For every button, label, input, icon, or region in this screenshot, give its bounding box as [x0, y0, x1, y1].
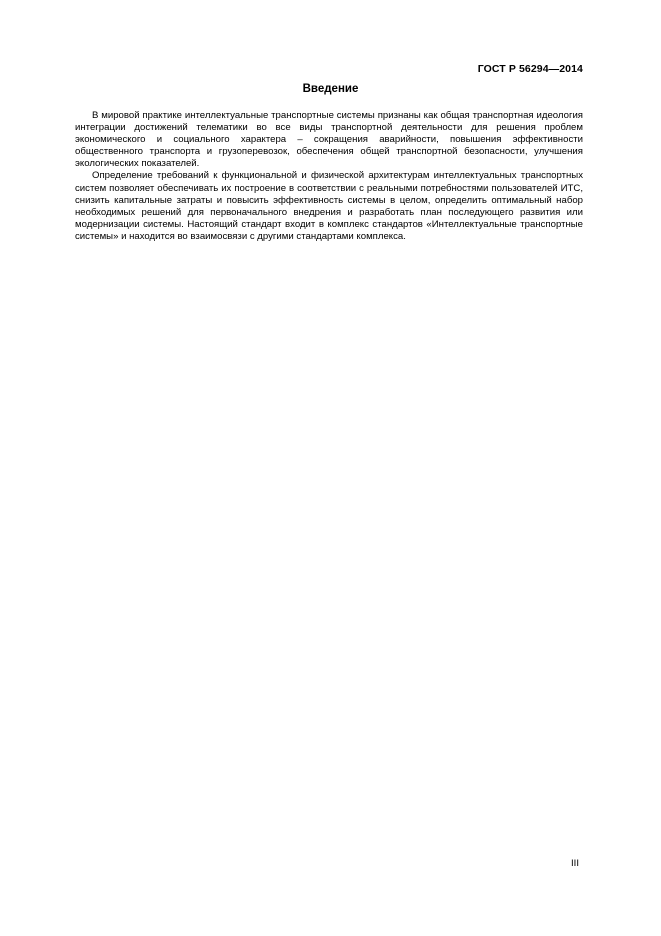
paragraph-1: В мировой практике интеллектуальные транспортные системы признаны как общая транспортная идеология интеграции достижений телематики во все виды транспортной деятельности для решения проблем экономического и социального характера – сокращения аварийности, повышения эффективности общественного транспорта и грузоперевозок, обеспечения общей транспортной безопасности, улучшения экологических показателей.	[75, 110, 583, 170]
paragraph-2: Определение требований к функциональной и физической архитектурам интеллектуальных транспортных систем позволяет обеспечивать их построение в соответствии с реальными потребностями пользователей ИТС, снизить капитальные затраты и повысить эффективность системы в целом, определить оптимальный набор необходимых решений для первоначального внедрения и разработать план последующего развития или модернизации системы. Настоящий стандарт входит в комплекс стандартов «Интеллектуальные транспортные системы» и находится во взаимосвязи с другими стандартами комплекса.	[75, 170, 583, 242]
section-body	[75, 110, 583, 243]
section-title: Введение	[302, 83, 359, 95]
page-number: III	[571, 858, 579, 869]
document-code: ГОСТ Р 56294—2014	[477, 63, 583, 75]
